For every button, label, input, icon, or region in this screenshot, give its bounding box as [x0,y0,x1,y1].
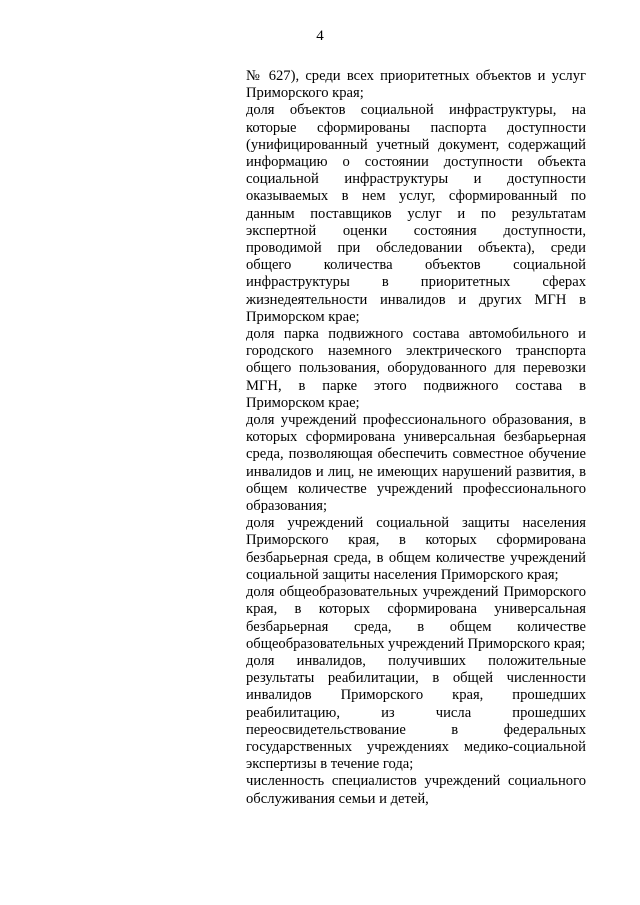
document-body [246,68,586,808]
paragraph-5: доля учреждений социальной защиты населения Приморского края, в которых сформирована безбарьерная среда, в общем количестве учреждений социальной защиты населения Приморского края; [246,515,586,583]
paragraph-6: доля общеобразовательных учреждений Приморского края, в которых сформирована универсальная безбарьерная среда, в общем количестве общеобразовательных учреждений Приморского края; [246,584,586,652]
paragraph-7: доля инвалидов, получивших положительные результаты реабилитации, в общей численности инвалидов Приморского края, прошедших реабилитацию, из числа прошедших переосвидетельствование в федеральных государственных учреждениях медико-социальной экспертизы в течение года; [246,652,586,773]
paragraph-1: № 627), среди всех приоритетных объектов и услуг Приморского края; [246,68,586,102]
paragraph-8: численность специалистов учреждений социального обслуживания семьи и детей, [246,773,586,807]
paragraph-4: доля учреждений профессионального образования, в которых сформирована универсальная безбарьерная среда, позволяющая обеспечить совместное обучение инвалидов и лиц, не имеющих нарушений развития, в общем количестве учреждений профессионального образования; [246,412,586,515]
paragraph-2: доля объектов социальной инфраструктуры, на которые сформированы паспорта доступности (унифицированный учетный документ, содержащий информацию о состоянии доступности объекта социальной инфраструктуры и доступности оказываемых в нем услуг, сформированный по данным поставщиков услуг и по результатам экспертной оценки состояния доступности, проводимой при обследовании объекта), среди общего количества объектов социальной инфраструктуры в приоритетных сферах жизнедеятельности инвалидов и других МГН в Приморском крае; [246,102,586,325]
page-number: 4 [316,28,324,44]
paragraph-3: доля парка подвижного состава автомобильного и городского наземного электрического транспорта общего пользования, оборудованного для перевозки МГН, в парке этого подвижного состава в Приморском крае; [246,326,586,411]
